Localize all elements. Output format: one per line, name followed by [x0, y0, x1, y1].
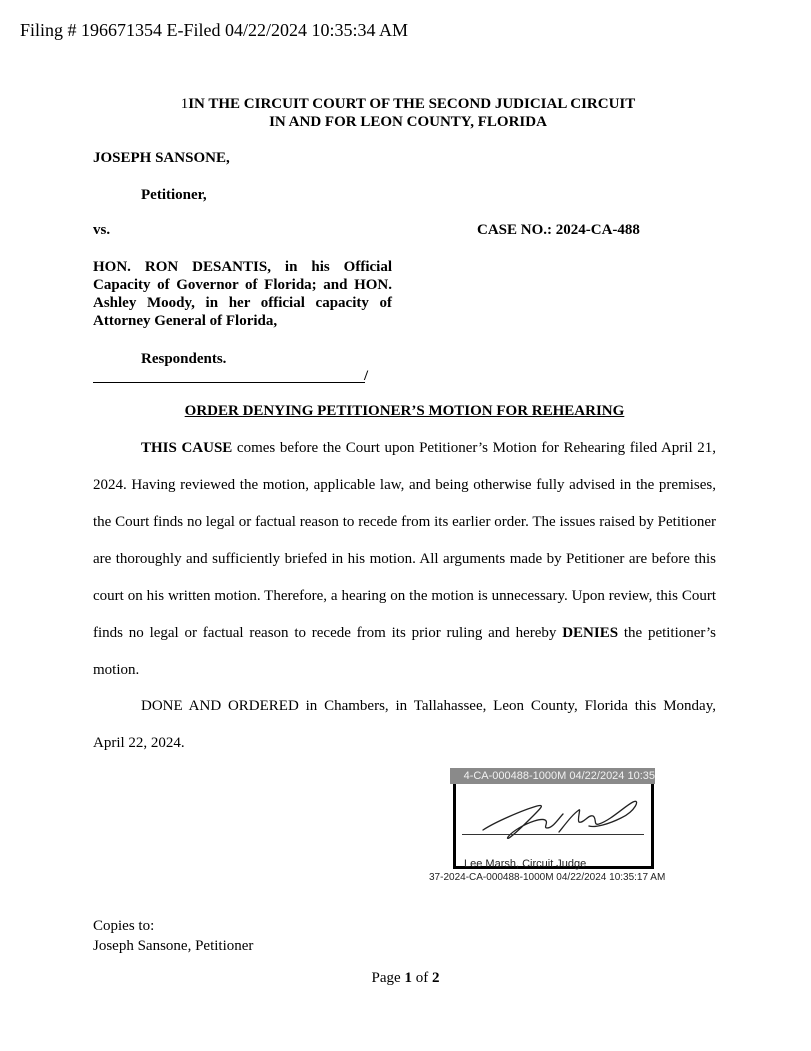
signature-line — [462, 834, 644, 835]
filing-header: Filing # 196671354 E-Filed 04/22/2024 10:35:34 AM — [20, 20, 409, 40]
court-heading-line2: IN AND FOR LEON COUNTY, FLORIDA — [269, 114, 547, 130]
order-title: ORDER DENYING PETITIONER’S MOTION FOR REHEARING — [184, 403, 625, 419]
caption-rule — [93, 382, 365, 383]
signature-stamp — [450, 768, 655, 871]
signer-name: Lee Marsh, Circuit Judge — [464, 858, 587, 870]
denies-emphasis: DENIES — [562, 625, 619, 641]
copies-recipient: Joseph Sansone, Petitioner — [93, 938, 254, 954]
stamp-footer: 37-2024-CA-000488-1000M 04/22/2024 10:35:17 AM — [429, 872, 666, 883]
respondents-role: Respondents. — [141, 351, 227, 367]
page-total: 2 — [431, 970, 440, 986]
done-and-ordered-text: DONE AND ORDERED in Chambers, in Tallahassee, Leon County, Florida this Monday, April 22, 2024. — [93, 698, 716, 751]
order-paragraph-1 — [93, 430, 716, 689]
footnote-mark: 1 — [180, 96, 189, 112]
petitioner-name: JOSEPH SANSONE, — [93, 150, 230, 166]
paragraph-1-end: the petitioner’s motion. — [93, 625, 716, 678]
petitioner-role: Petitioner, — [141, 187, 207, 203]
court-name: IN THE CIRCUIT COURT OF THE SECOND JUDICIAL CIRCUIT — [188, 96, 636, 112]
paragraph-1-text: comes before the Court upon Petitioner’s Motion for Rehearing filed April 21, 2024. Having reviewed the motion, applicable law, and being otherwise fully advised in the premises, the Court finds no legal or factual reason to recede from its earlier order. The issues raised by Petitioner are thoroughly and sufficiently briefed in his motion. All arguments made by Petitioner are before this court on his written motion. Therefore, a hearing on the motion is unnecessary. Upon review, this Court finds no legal or factual reason to recede from its prior ruling and hereby — [93, 440, 716, 641]
stamp-header: 4-CA-000488-1000M 04/22/2024 10:35 — [450, 768, 655, 784]
copies-block — [93, 916, 253, 956]
page-of: of — [411, 970, 432, 986]
order-paragraph-2 — [93, 688, 716, 762]
case-number: CASE NO.: 2024-CA-488 — [477, 222, 640, 238]
page-current: 1 — [404, 970, 412, 986]
handwritten-signature — [475, 792, 645, 844]
respondents-block: HON. RON DESANTIS, in his Official Capacity of Governor of Florida; and HON. Ashley Moody, in her official capacity of Attorney General of Florida, — [93, 259, 392, 329]
versus: vs. — [93, 222, 111, 238]
copies-label: Copies to: — [93, 918, 155, 934]
caption-slash: / — [364, 368, 369, 384]
court-heading-line1 — [93, 95, 723, 113]
page-number — [0, 970, 811, 987]
this-cause-lead: THIS CAUSE — [141, 440, 233, 456]
page-prefix: Page — [371, 970, 405, 986]
